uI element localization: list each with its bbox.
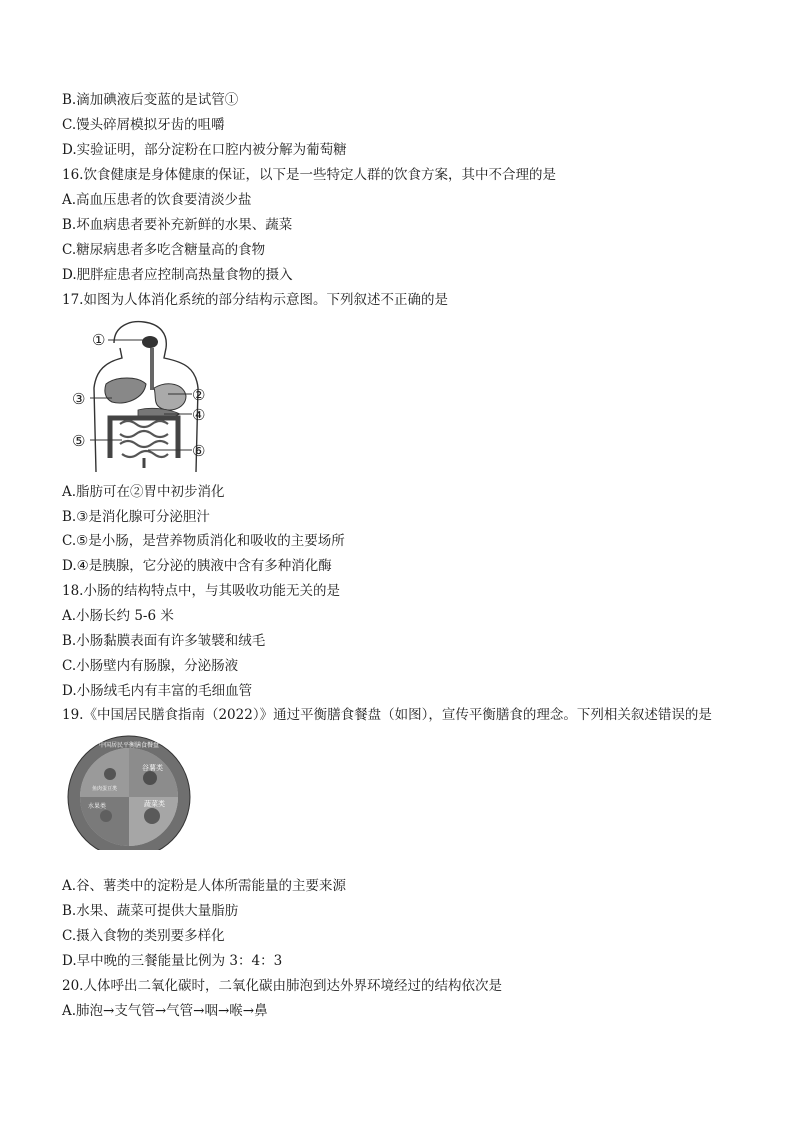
figure-label-2: ② — [192, 386, 206, 404]
plate-label-grains: 谷薯类 — [142, 764, 163, 772]
question-19: 19.《中国居民膳食指南（2022）》通过平衡膳食餐盘（如图），宣传平衡膳食的理念。下列相关叙述错误的是 — [62, 707, 712, 723]
diet-plate-figure — [66, 734, 192, 860]
option-17b: B.③是消化腺可分泌胆汁 — [62, 509, 210, 525]
option-15c: C.馒头碎屑模拟牙齿的咀嚼 — [62, 117, 225, 133]
plate-label-fruits: 水果类 — [88, 803, 107, 810]
figure-label-5: ⑤ — [72, 432, 86, 450]
option-16d: D.肥胖症患者应控制高热量食物的摄入 — [62, 267, 293, 283]
question-20: 20.人体呼出二氧化碳时，二氧化碳由肺泡到达外界环境经过的结构依次是 — [62, 978, 502, 994]
figure-label-4: ④ — [192, 406, 206, 424]
option-19d: D.早中晚的三餐能量比例为 3：4：3 — [62, 953, 283, 969]
option-19c: C.摄入食物的类别要多样化 — [62, 928, 225, 944]
digestive-system-figure — [64, 318, 224, 476]
question-16: 16.饮食健康是身体健康的保证，以下是一些特定人群的饮食方案，其中不合理的是 — [62, 167, 556, 183]
plate-label-protein: 鱼肉蛋豆类 — [92, 786, 118, 792]
option-18a: A.小肠长约 5-6 米 — [62, 608, 174, 624]
option-15d: D.实验证明，部分淀粉在口腔内被分解为葡萄糖 — [62, 142, 347, 158]
option-16c: C.糖尿病患者多吃含糖量高的食物 — [62, 242, 266, 258]
option-18d: D.小肠绒毛内有丰富的毛细血管 — [62, 683, 253, 699]
option-19a: A.谷、薯类中的淀粉是人体所需能量的主要来源 — [62, 878, 347, 894]
option-16a: A.高血压患者的饮食要清淡少盐 — [62, 192, 252, 208]
option-17c: C.⑤是小肠，是营养物质消化和吸收的主要场所 — [62, 533, 345, 549]
plate-title: 中国居民平衡膳食餐盘 — [98, 742, 160, 749]
option-16b: B.坏血病患者要补充新鲜的水果、蔬菜 — [62, 217, 293, 233]
option-19b: B.水果、蔬菜可提供大量脂肪 — [62, 903, 239, 919]
option-17d: D.④是胰腺，它分泌的胰液中含有多种消化酶 — [62, 558, 332, 574]
option-18c: C.小肠壁内有肠腺，分泌肠液 — [62, 658, 239, 674]
figure-label-3: ③ — [72, 390, 86, 408]
option-17a: A.脂肪可在②胃中初步消化 — [62, 484, 225, 500]
plate-label-vegetables: 蔬菜类 — [144, 800, 165, 808]
option-15b: B.滴加碘液后变蓝的是试管① — [62, 92, 239, 108]
question-18: 18.小肠的结构特点中，与其吸收功能无关的是 — [62, 583, 340, 599]
option-18b: B.小肠黏膜表面有许多皱襞和绒毛 — [62, 633, 266, 649]
question-17: 17.如图为人体消化系统的部分结构示意图。下列叙述不正确的是 — [62, 292, 448, 308]
option-20a: A.肺泡→支气管→气管→咽→喉→鼻 — [62, 1003, 268, 1019]
figure-label-6: ⑥ — [192, 442, 206, 460]
figure-label-1: ① — [92, 331, 106, 349]
